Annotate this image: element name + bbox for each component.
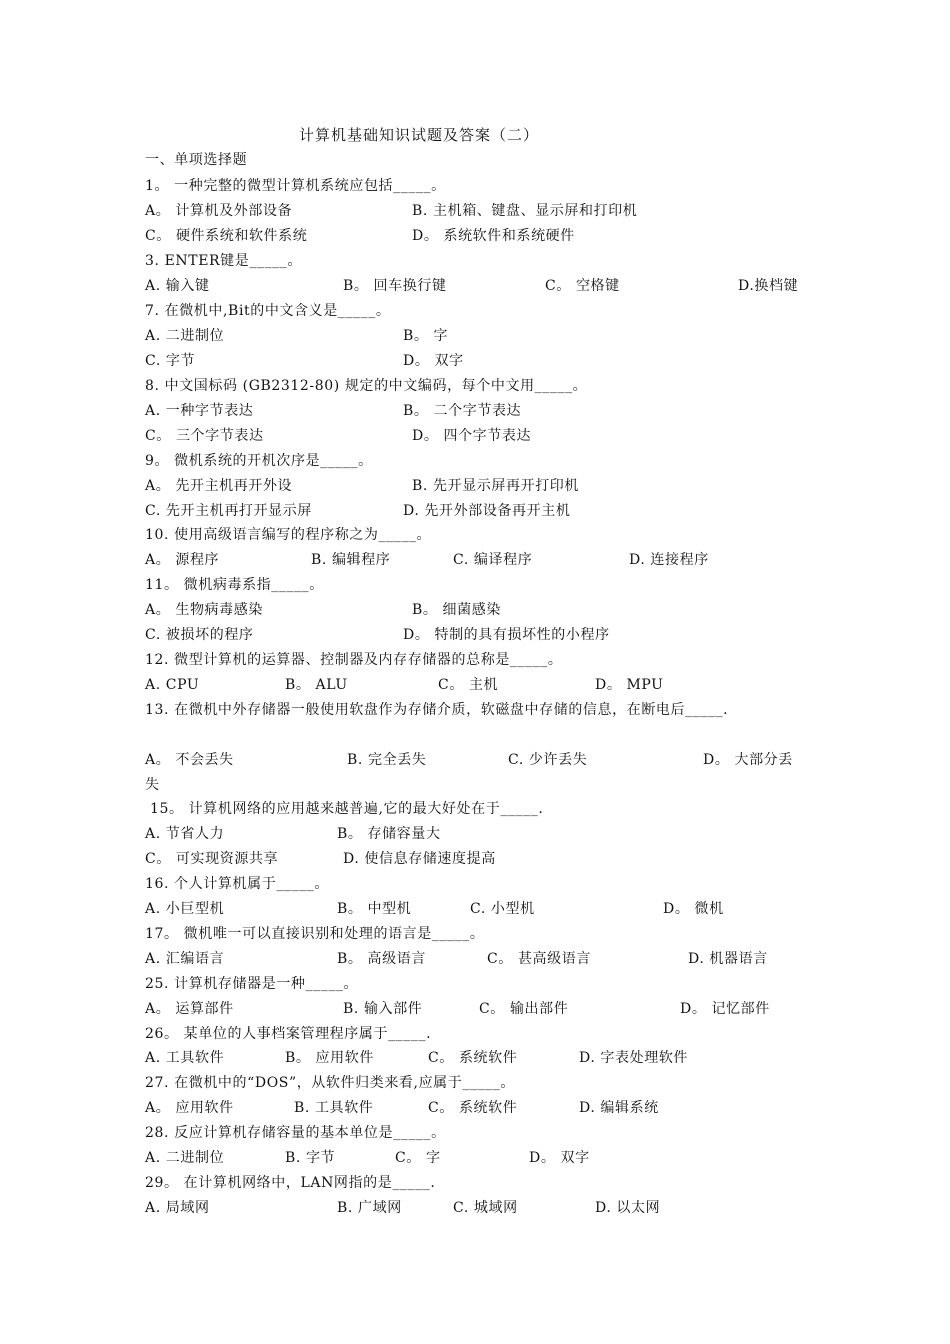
option-d: D。 特制的具有损坏性的小程序 bbox=[403, 627, 610, 643]
option-b: B。 存储容量大 bbox=[337, 826, 441, 842]
option-b: B. 编辑程序 bbox=[311, 552, 391, 568]
option-b: B. 先开显示屏再开打印机 bbox=[412, 478, 579, 494]
option-a: A。 生物病毒感染 bbox=[145, 602, 263, 618]
question-15: 15。 计算机网络的应用越来越普遍,它的最大好处在于_____. bbox=[150, 801, 544, 817]
option-c: C. 少许丢失 bbox=[508, 752, 588, 768]
option-c: C。 系统软件 bbox=[428, 1050, 518, 1066]
option-a: A. 汇编语言 bbox=[145, 951, 225, 967]
option-d: D。 双字 bbox=[403, 353, 464, 369]
question-1: 1。 一种完整的微型计算机系统应包括_____。 bbox=[145, 178, 446, 194]
option-c: C。 系统软件 bbox=[428, 1100, 518, 1116]
option-d: D. 字表处理软件 bbox=[579, 1050, 689, 1066]
question-7: 7. 在微机中,Bit的中文含义是_____。 bbox=[145, 303, 391, 319]
question-9: 9。 微机系统的开机次序是_____。 bbox=[145, 453, 373, 469]
question-17: 17。 微机唯一可以直接识别和处理的语言是_____。 bbox=[145, 926, 485, 942]
option-b: B。 ALU bbox=[285, 677, 348, 693]
option-d: D。 微机 bbox=[663, 901, 724, 917]
question-10: 10. 使用高级语言编写的程序称之为_____。 bbox=[145, 527, 432, 543]
option-a: A。 先开主机再开外设 bbox=[145, 478, 293, 494]
option-a: A。 运算部件 bbox=[145, 1001, 234, 1017]
option-c: C。 甚高级语言 bbox=[487, 951, 591, 967]
question-26: 26。 某单位的人事档案管理程序属于_____. bbox=[145, 1026, 432, 1042]
document-title: 计算机基础知识试题及答案（二） bbox=[298, 126, 539, 144]
option-d: D。 系统软件和系统硬件 bbox=[412, 228, 575, 244]
option-c: C. 先开主机再打开显示屏 bbox=[145, 503, 312, 519]
option-a: A。 不会丢失 bbox=[145, 752, 234, 768]
option-b: B。 回车换行键 bbox=[343, 278, 447, 294]
question-3: 3. ENTER键是_____。 bbox=[145, 253, 302, 269]
option-d: D. 以太网 bbox=[595, 1200, 661, 1216]
option-c: C。 空格键 bbox=[545, 278, 620, 294]
option-a: A. 二进制位 bbox=[145, 1150, 225, 1166]
option-d: D. 机器语言 bbox=[688, 951, 768, 967]
option-b: B。 中型机 bbox=[337, 901, 412, 917]
option-c: C. 城域网 bbox=[453, 1200, 518, 1216]
option-a: A. 一种字节表达 bbox=[145, 403, 254, 419]
option-d: D. 编辑系统 bbox=[579, 1100, 659, 1116]
option-a: A。 计算机及外部设备 bbox=[145, 203, 293, 219]
option-b: B. 主机箱、键盘、显示屏和打印机 bbox=[412, 203, 638, 219]
option-a: A. 节省人力 bbox=[145, 826, 225, 842]
section-heading: 一、单项选择题 bbox=[145, 152, 248, 168]
option-b: B。 应用软件 bbox=[285, 1050, 374, 1066]
option-d: D。 双字 bbox=[529, 1150, 590, 1166]
option-c: C。 三个字节表达 bbox=[145, 428, 264, 444]
option-b: B. 工具软件 bbox=[294, 1100, 374, 1116]
option-c: C. 小型机 bbox=[470, 901, 535, 917]
option-b: B。 字 bbox=[403, 328, 449, 344]
question-11: 11。 微机病毒系指_____。 bbox=[145, 577, 324, 593]
option-b: B。 高级语言 bbox=[337, 951, 426, 967]
option-d-continuation: 失 bbox=[145, 777, 160, 793]
option-c: C。 主机 bbox=[438, 677, 499, 693]
question-25: 25. 计算机存储器是一种_____。 bbox=[145, 976, 359, 992]
question-8: 8. 中文国标码 (GB2312-80) 规定的中文编码，每个中文用_____。 bbox=[145, 378, 588, 394]
option-c: C. 编译程序 bbox=[453, 552, 533, 568]
option-d: D. 先开外部设备再开主机 bbox=[403, 503, 571, 519]
option-a: A。 应用软件 bbox=[145, 1100, 234, 1116]
question-27: 27. 在微机中的“DOS”，从软件归类来看,应属于_____。 bbox=[145, 1075, 515, 1091]
option-a: A. 局域网 bbox=[145, 1200, 210, 1216]
option-a: A。 源程序 bbox=[145, 552, 220, 568]
option-b: B. 字节 bbox=[285, 1150, 336, 1166]
option-c: C。 硬件系统和软件系统 bbox=[145, 228, 308, 244]
question-16: 16. 个人计算机属于_____。 bbox=[145, 876, 329, 892]
option-d: D。 MPU bbox=[595, 677, 664, 693]
option-a: A. 二进制位 bbox=[145, 328, 225, 344]
option-d: D。 四个字节表达 bbox=[412, 428, 532, 444]
option-c: C。 可实现资源共享 bbox=[145, 851, 279, 867]
option-b: B. 广域网 bbox=[337, 1200, 402, 1216]
option-d: D。 大部分丢 bbox=[703, 752, 793, 768]
option-d: D. 连接程序 bbox=[629, 552, 709, 568]
option-a: A. 小巨型机 bbox=[145, 901, 225, 917]
option-a: A. 输入键 bbox=[145, 278, 210, 294]
option-c: C. 被损坏的程序 bbox=[145, 627, 254, 643]
option-b: B. 完全丢失 bbox=[347, 752, 427, 768]
option-a: A. 工具软件 bbox=[145, 1050, 225, 1066]
option-c: C。 字 bbox=[395, 1150, 441, 1166]
option-b: B。 细菌感染 bbox=[412, 602, 501, 618]
question-13: 13. 在微机中外存储器一般使用软盘作为存储介质，软磁盘中存储的信息，在断电后_____. bbox=[145, 702, 729, 718]
option-d: D.换档键 bbox=[738, 278, 799, 294]
question-28: 28. 反应计算机存储容量的基本单位是_____。 bbox=[145, 1125, 446, 1141]
option-d: D。 记忆部件 bbox=[680, 1001, 770, 1017]
option-d: D. 使信息存储速度提高 bbox=[343, 851, 496, 867]
option-b: B. 输入部件 bbox=[343, 1001, 423, 1017]
option-b: B。 二个字节表达 bbox=[403, 403, 522, 419]
option-c: C。 输出部件 bbox=[479, 1001, 569, 1017]
question-29: 29。 在计算机网络中，LAN网指的是_____. bbox=[145, 1175, 436, 1191]
option-a: A. CPU bbox=[145, 677, 200, 693]
question-12: 12. 微型计算机的运算器、控制器及内存存储器的总称是_____。 bbox=[145, 652, 563, 668]
option-c: C. 字节 bbox=[145, 353, 196, 369]
